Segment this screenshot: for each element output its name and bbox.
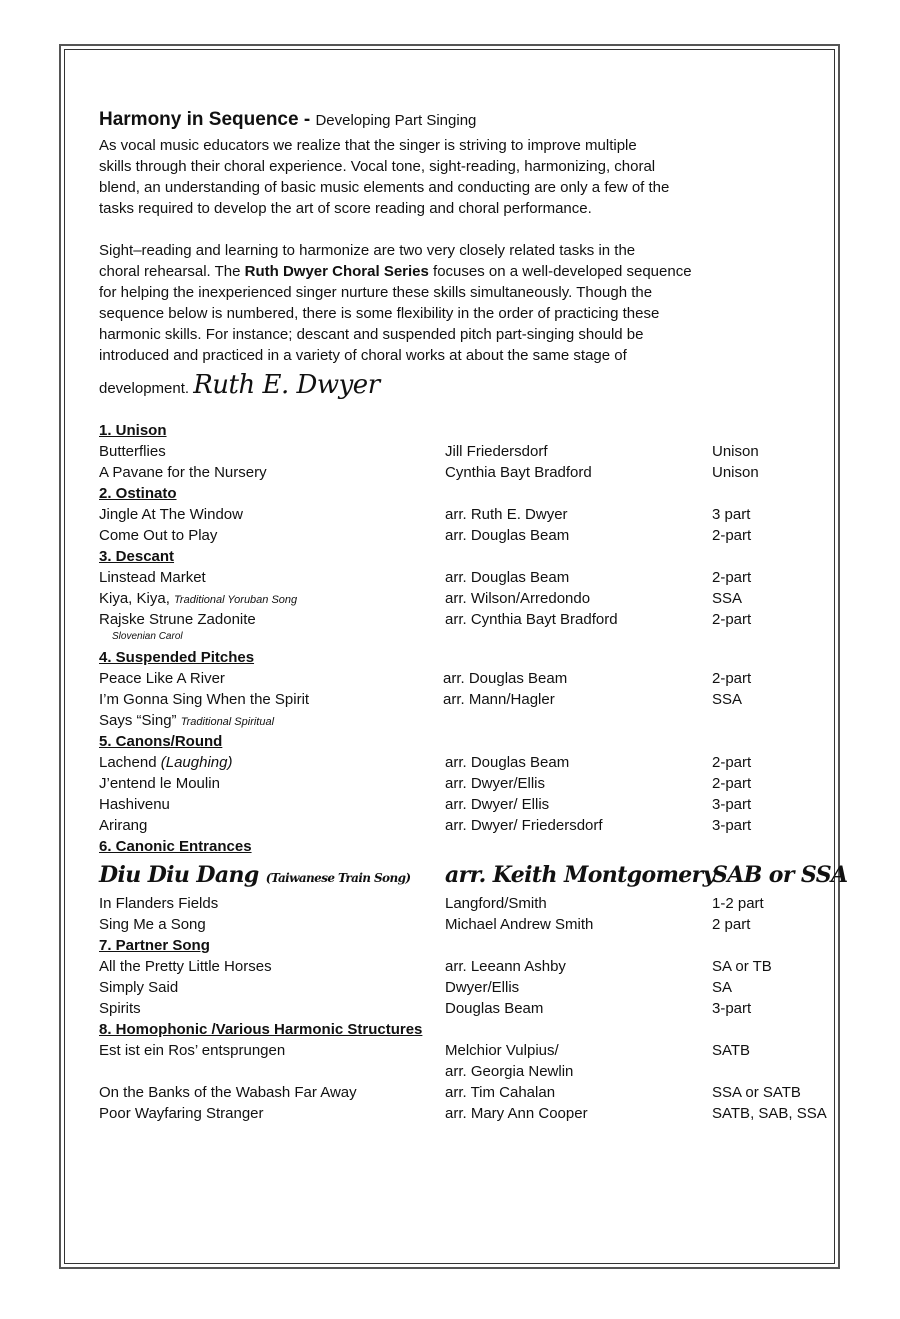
song-title: Arirang [99,817,148,834]
section-heading: 6. Canonic Entrances [99,838,252,855]
song-voicing: 2-part [712,527,752,544]
list-item [99,956,829,977]
song-title: Est ist ein Ros’ entsprungen [99,1042,286,1059]
intro-paragraph-1 [99,135,829,219]
song-arranger: Michael Andrew Smith [445,916,594,933]
song-voicing: 3-part [712,1000,752,1017]
section-heading: 2. Ostinato [99,485,177,502]
section-heading: 5. Canons/Round [99,733,223,750]
list-item [99,914,829,935]
song-title: Kiya, Kiya, [99,590,175,607]
title-main: Harmony in Sequence [99,109,299,130]
text-line: harmonic skills. For instance; descant and suspended pitch part-singing should be [99,326,644,343]
song-arranger: arr. Keith Montgomery [445,862,715,888]
text-line: blend, an understanding of basic music elements and conducting are only a few of the [99,179,670,196]
song-arranger: Cynthia Bayt Bradford [445,464,592,481]
song-voicing: SAB or SSA [712,862,848,888]
list-item [99,977,829,998]
song-arranger: arr. Douglas Beam [443,670,568,687]
song-arranger: arr. Dwyer/Ellis [445,775,546,792]
list-item [99,462,829,483]
song-arranger: arr. Douglas Beam [445,527,570,544]
song-voicing: 2-part [712,611,752,628]
song-arranger: arr. Dwyer/ Friedersdorf [445,817,603,834]
section-heading: 4. Suspended Pitches [99,649,255,666]
list-item [99,689,829,710]
song-voicing: 2-part [712,754,752,771]
song-voicing: SSA or SATB [712,1084,801,1101]
song-voicing: SSA [712,590,743,607]
list-item [99,1082,829,1103]
repertoire-list [99,420,848,1124]
song-note: Traditional Spiritual [180,716,275,728]
list-item [99,525,829,546]
list-item [99,752,829,773]
song-title: All the Pretty Little Horses [99,958,272,975]
title-subtitle: Developing Part Singing [315,112,477,129]
text-segment: development. [99,380,190,397]
song-title: Lachend [99,754,161,771]
song-note: Traditional Yoruban Song [174,594,298,606]
song-arranger: arr. Dwyer/ Ellis [445,796,550,813]
song-arranger: arr. Tim Cahalan [445,1084,556,1101]
song-voicing: 2-part [712,670,752,687]
list-item [99,893,829,914]
song-title: Come Out to Play [99,527,218,544]
song-arranger: Langford/Smith [445,895,547,912]
list-item [99,1040,829,1061]
song-title: On the Banks of the Wabash Far Away [99,1084,357,1101]
song-title: In Flanders Fields [99,895,219,912]
song-title-group [99,710,274,733]
song-title: Hashivenu [99,796,170,813]
song-arranger: arr. Douglas Beam [445,569,570,586]
list-item [99,609,829,630]
list-item [99,504,829,525]
song-arranger: arr. Wilson/Arredondo [445,590,591,607]
list-item [99,815,829,836]
text-line: sequence below is numbered, there is some flexibility in the order of practicing these [99,305,660,322]
song-title: Says “Sing” [99,712,181,729]
title-separator: - [303,109,311,130]
intro-paragraph-2 [99,240,829,406]
song-voicing: 2 part [712,916,751,933]
section-heading: 8. Homophonic /Various Harmonic Structures [99,1021,423,1038]
song-note: Slovenian Carol [112,631,183,642]
song-title-group [99,857,410,896]
list-item [99,588,829,609]
song-title: Butterflies [99,443,166,460]
song-arranger: arr. Mary Ann Cooper [445,1105,588,1122]
text-line: skills through their choral experience. Vocal tone, sight-reading, harmonizing, choral [99,158,656,175]
song-title: A Pavane for the Nursery [99,464,267,481]
song-voicing: SATB [712,1042,751,1059]
song-title: Rajske Strune Zadonite [99,611,256,628]
text-segment: focuses on a well-developed sequence [428,263,692,280]
text-segment: choral rehearsal. The [99,263,245,280]
text-line [99,368,829,406]
song-voicing: 2-part [712,775,752,792]
song-title-group [99,588,297,611]
song-title: Linstead Market [99,569,206,586]
list-item [99,773,829,794]
song-arranger: Douglas Beam [445,1000,544,1017]
song-arranger: Jill Friedersdorf [445,443,548,460]
song-title: Sing Me a Song [99,916,206,933]
list-item [99,1103,829,1124]
song-title: I’m Gonna Sing When the Spirit [99,691,310,708]
series-name: Ruth Dwyer Choral Series [244,263,429,280]
section-heading: 3. Descant [99,548,175,565]
text-line: introduced and practiced in a variety of choral works at about the same stage of [99,347,627,364]
song-arranger: arr. Georgia Newlin [445,1063,574,1080]
song-arranger: Dwyer/Ellis [445,979,520,996]
song-title: Peace Like A River [99,670,225,687]
text-line [99,261,829,282]
list-item [99,567,829,588]
list-item [99,668,829,689]
song-voicing: SSA [712,691,743,708]
document-content [99,106,848,1124]
song-voicing: Unison [712,464,759,481]
song-arranger: arr. Leeann Ashby [445,958,566,975]
song-voicing: 3-part [712,796,752,813]
song-voicing: 1-2 part [712,895,764,912]
list-item [99,998,829,1019]
song-title: Jingle At The Window [99,506,243,523]
list-item [99,1061,829,1082]
text-line: tasks required to develop the art of score reading and choral performance. [99,200,592,217]
song-voicing: 3 part [712,506,751,523]
text-line: As vocal music educators we realize that the singer is striving to improve multiple [99,137,637,154]
song-voicing: 3-part [712,817,752,834]
text-line: Sight–reading and learning to harmonize are two very closely related tasks in the [99,242,636,259]
song-arranger: arr. Douglas Beam [445,754,570,771]
song-note: (Taiwanese Train Song) [265,871,411,885]
song-voicing: SA or TB [712,958,772,975]
song-voicing: SATB, SAB, SSA [712,1105,827,1122]
song-note: (Laughing) [160,754,233,771]
list-item [99,710,829,731]
list-item [99,794,829,815]
song-title: Simply Said [99,979,179,996]
song-title: Spirits [99,1000,141,1017]
song-title: J’entend le Moulin [99,775,220,792]
text-line: for helping the inexperienced singer nurture these skills simultaneously. Though the [99,284,653,301]
author-signature: Ruth E. Dwyer [193,370,380,400]
list-item [99,441,829,462]
song-title-group [99,752,232,773]
song-voicing: 2-part [712,569,752,586]
song-arranger: arr. Cynthia Bayt Bradford [445,611,618,628]
featured-list-item [99,857,848,893]
song-title: Diu Diu Dang [99,862,266,888]
song-voicing: Unison [712,443,759,460]
song-arranger: Melchior Vulpius/ [445,1042,559,1059]
section-heading: 1. Unison [99,422,167,439]
song-voicing: SA [712,979,733,996]
song-arranger: arr. Ruth E. Dwyer [445,506,568,523]
page-title [99,106,829,135]
song-title: Poor Wayfaring Stranger [99,1105,264,1122]
song-arranger: arr. Mann/Hagler [443,691,555,708]
section-heading: 7. Partner Song [99,937,210,954]
